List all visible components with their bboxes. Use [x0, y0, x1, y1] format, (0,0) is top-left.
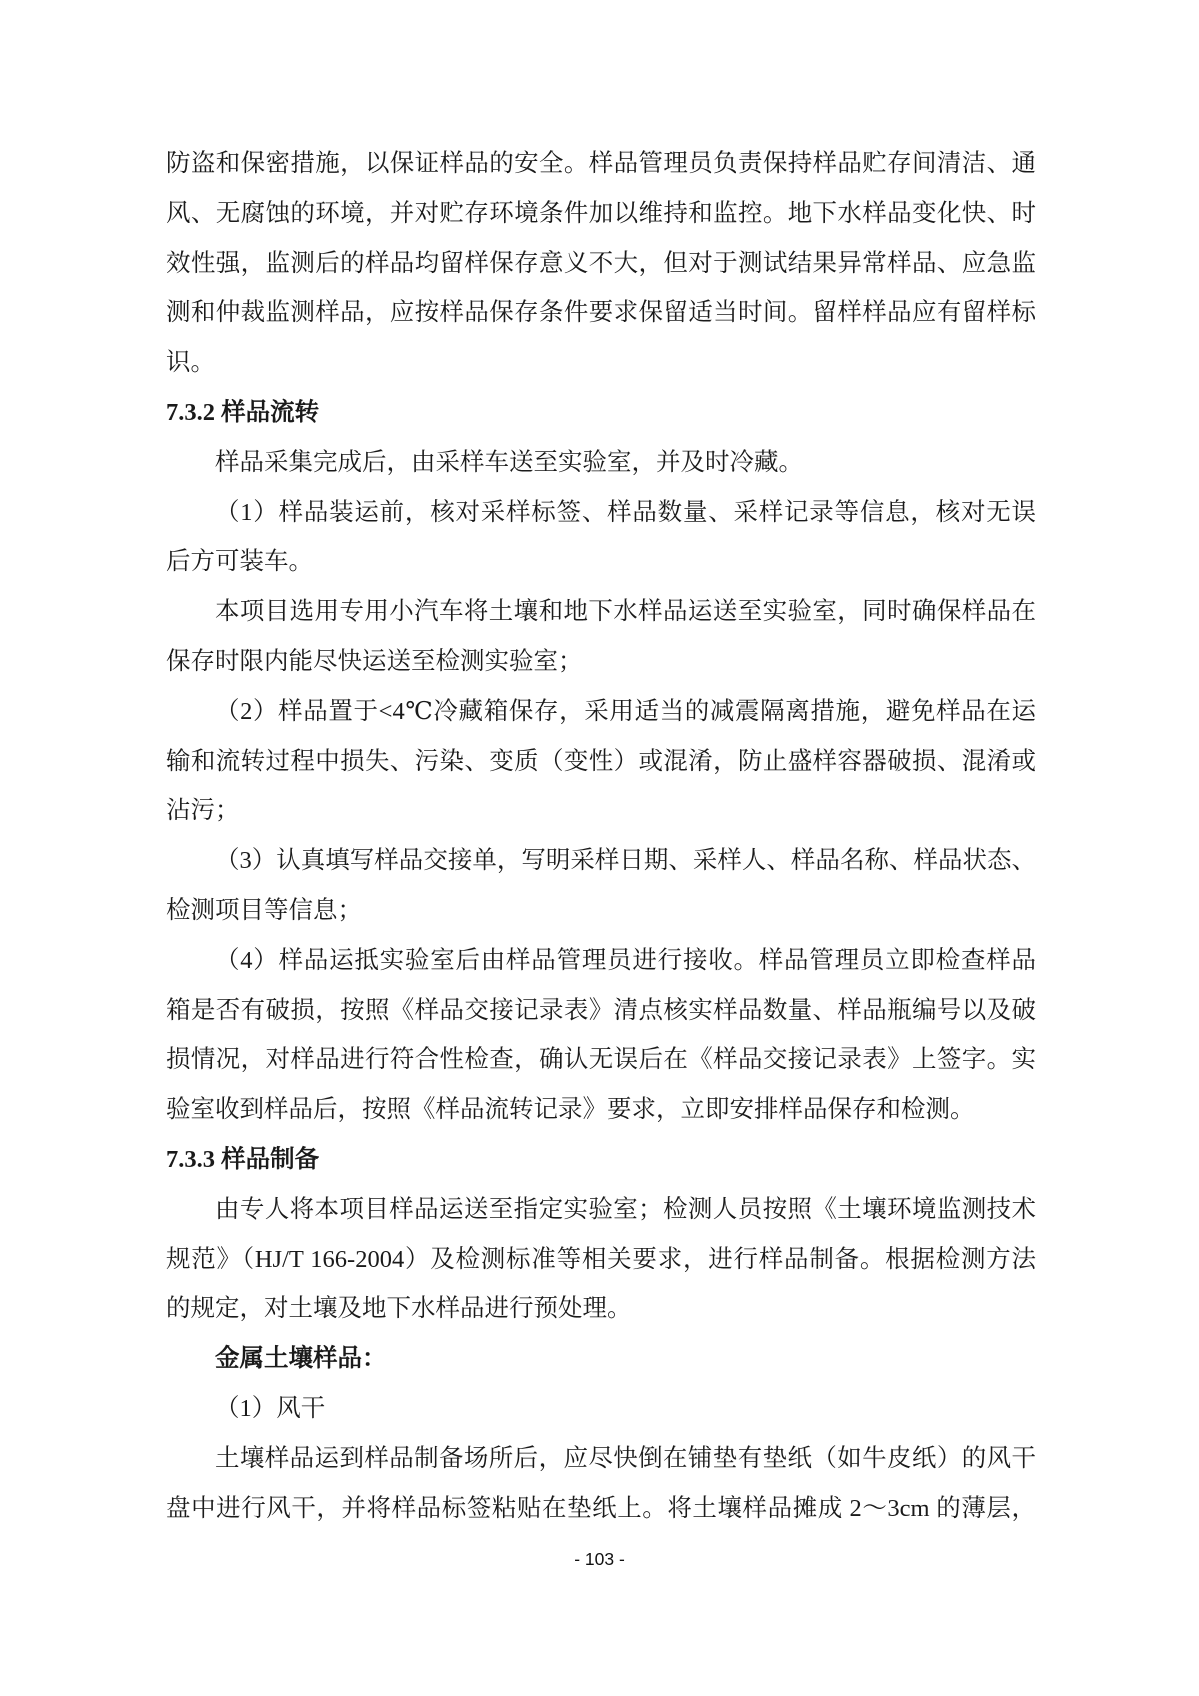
section-heading-7-3-2: 7.3.2 样品流转 — [166, 398, 320, 426]
text-line: 测和仲裁监测样品，应按样品保存条件要求保留适当时间。留样样品应有留样标 — [166, 299, 1036, 327]
text-line: 后方可装车。 — [166, 548, 313, 576]
text-line: 识。 — [166, 349, 215, 377]
text-line: （2）样品置于<4℃冷藏箱保存，采用适当的减震隔离措施，避免样品在运 — [215, 697, 1036, 725]
text-line: （1）样品装运前，核对采样标签、样品数量、采样记录等信息，核对无误 — [215, 498, 1036, 526]
text-line: 规范》（HJ/T 166-2004）及检测标准等相关要求，进行样品制备。根据检测方法 — [166, 1245, 1036, 1273]
text-line: 样品采集完成后，由采样车送至实验室，并及时冷藏。 — [215, 448, 803, 476]
text-line: （3）认真填写样品交接单，写明采样日期、采样人、样品名称、样品状态、 — [215, 847, 1036, 875]
text-line: 效性强，监测后的样品均留样保存意义不大，但对于测试结果异常样品、应急监 — [166, 249, 1036, 277]
metal-soil-sample-subtitle: 金属土壤样品： — [215, 1345, 387, 1373]
page-number: - 103 - — [574, 1549, 625, 1569]
text-line: 沾污； — [166, 797, 240, 825]
text-line: 防盗和保密措施，以保证样品的安全。样品管理员负责保持样品贮存间清洁、通 — [166, 150, 1036, 177]
text-line: 保存时限内能尽快运送至检测实验室； — [166, 647, 583, 675]
text-line: 检测项目等信息； — [166, 896, 362, 924]
text-line: 本项目选用专用小汽车将土壤和地下水样品运送至实验室，同时确保样品在 — [215, 598, 1036, 626]
text-line: 箱是否有破损，按照《样品交接记录表》清点核实样品数量、样品瓶编号以及破 — [166, 996, 1036, 1024]
text-line: 风、无腐蚀的环境，并对贮存环境条件加以维持和监控。地下水样品变化快、时 — [166, 199, 1036, 227]
document-body — [166, 139, 1036, 1533]
text-line: 损情况，对样品进行符合性检查，确认无误后在《样品交接记录表》上签字。实 — [166, 1046, 1036, 1074]
text-line: 输和流转过程中损失、污染、变质（变性）或混淆，防止盛样容器破损、混淆或 — [166, 747, 1036, 775]
text-line: 验室收到样品后，按照《样品流转记录》要求，立即安排样品保存和检测。 — [166, 1096, 975, 1124]
text-line: 的规定，对土壤及地下水样品进行预处理。 — [166, 1295, 632, 1323]
air-dry-step-title: （1）风干 — [215, 1394, 326, 1422]
text-line: 由专人将本项目样品运送至指定实验室；检测人员按照《土壤环境监测技术 — [215, 1195, 1036, 1223]
text-line: 盘中进行风干，并将样品标签粘贴在垫纸上。将土壤样品摊成 2～3cm 的薄层， — [166, 1494, 1036, 1522]
text-line: 土壤样品运到样品制备场所后，应尽快倒在铺垫有垫纸（如牛皮纸）的风干 — [215, 1444, 1036, 1472]
section-heading-7-3-3: 7.3.3 样品制备 — [166, 1145, 320, 1173]
text-line: （4）样品运抵实验室后由样品管理员进行接收。样品管理员立即检查样品 — [215, 946, 1036, 974]
